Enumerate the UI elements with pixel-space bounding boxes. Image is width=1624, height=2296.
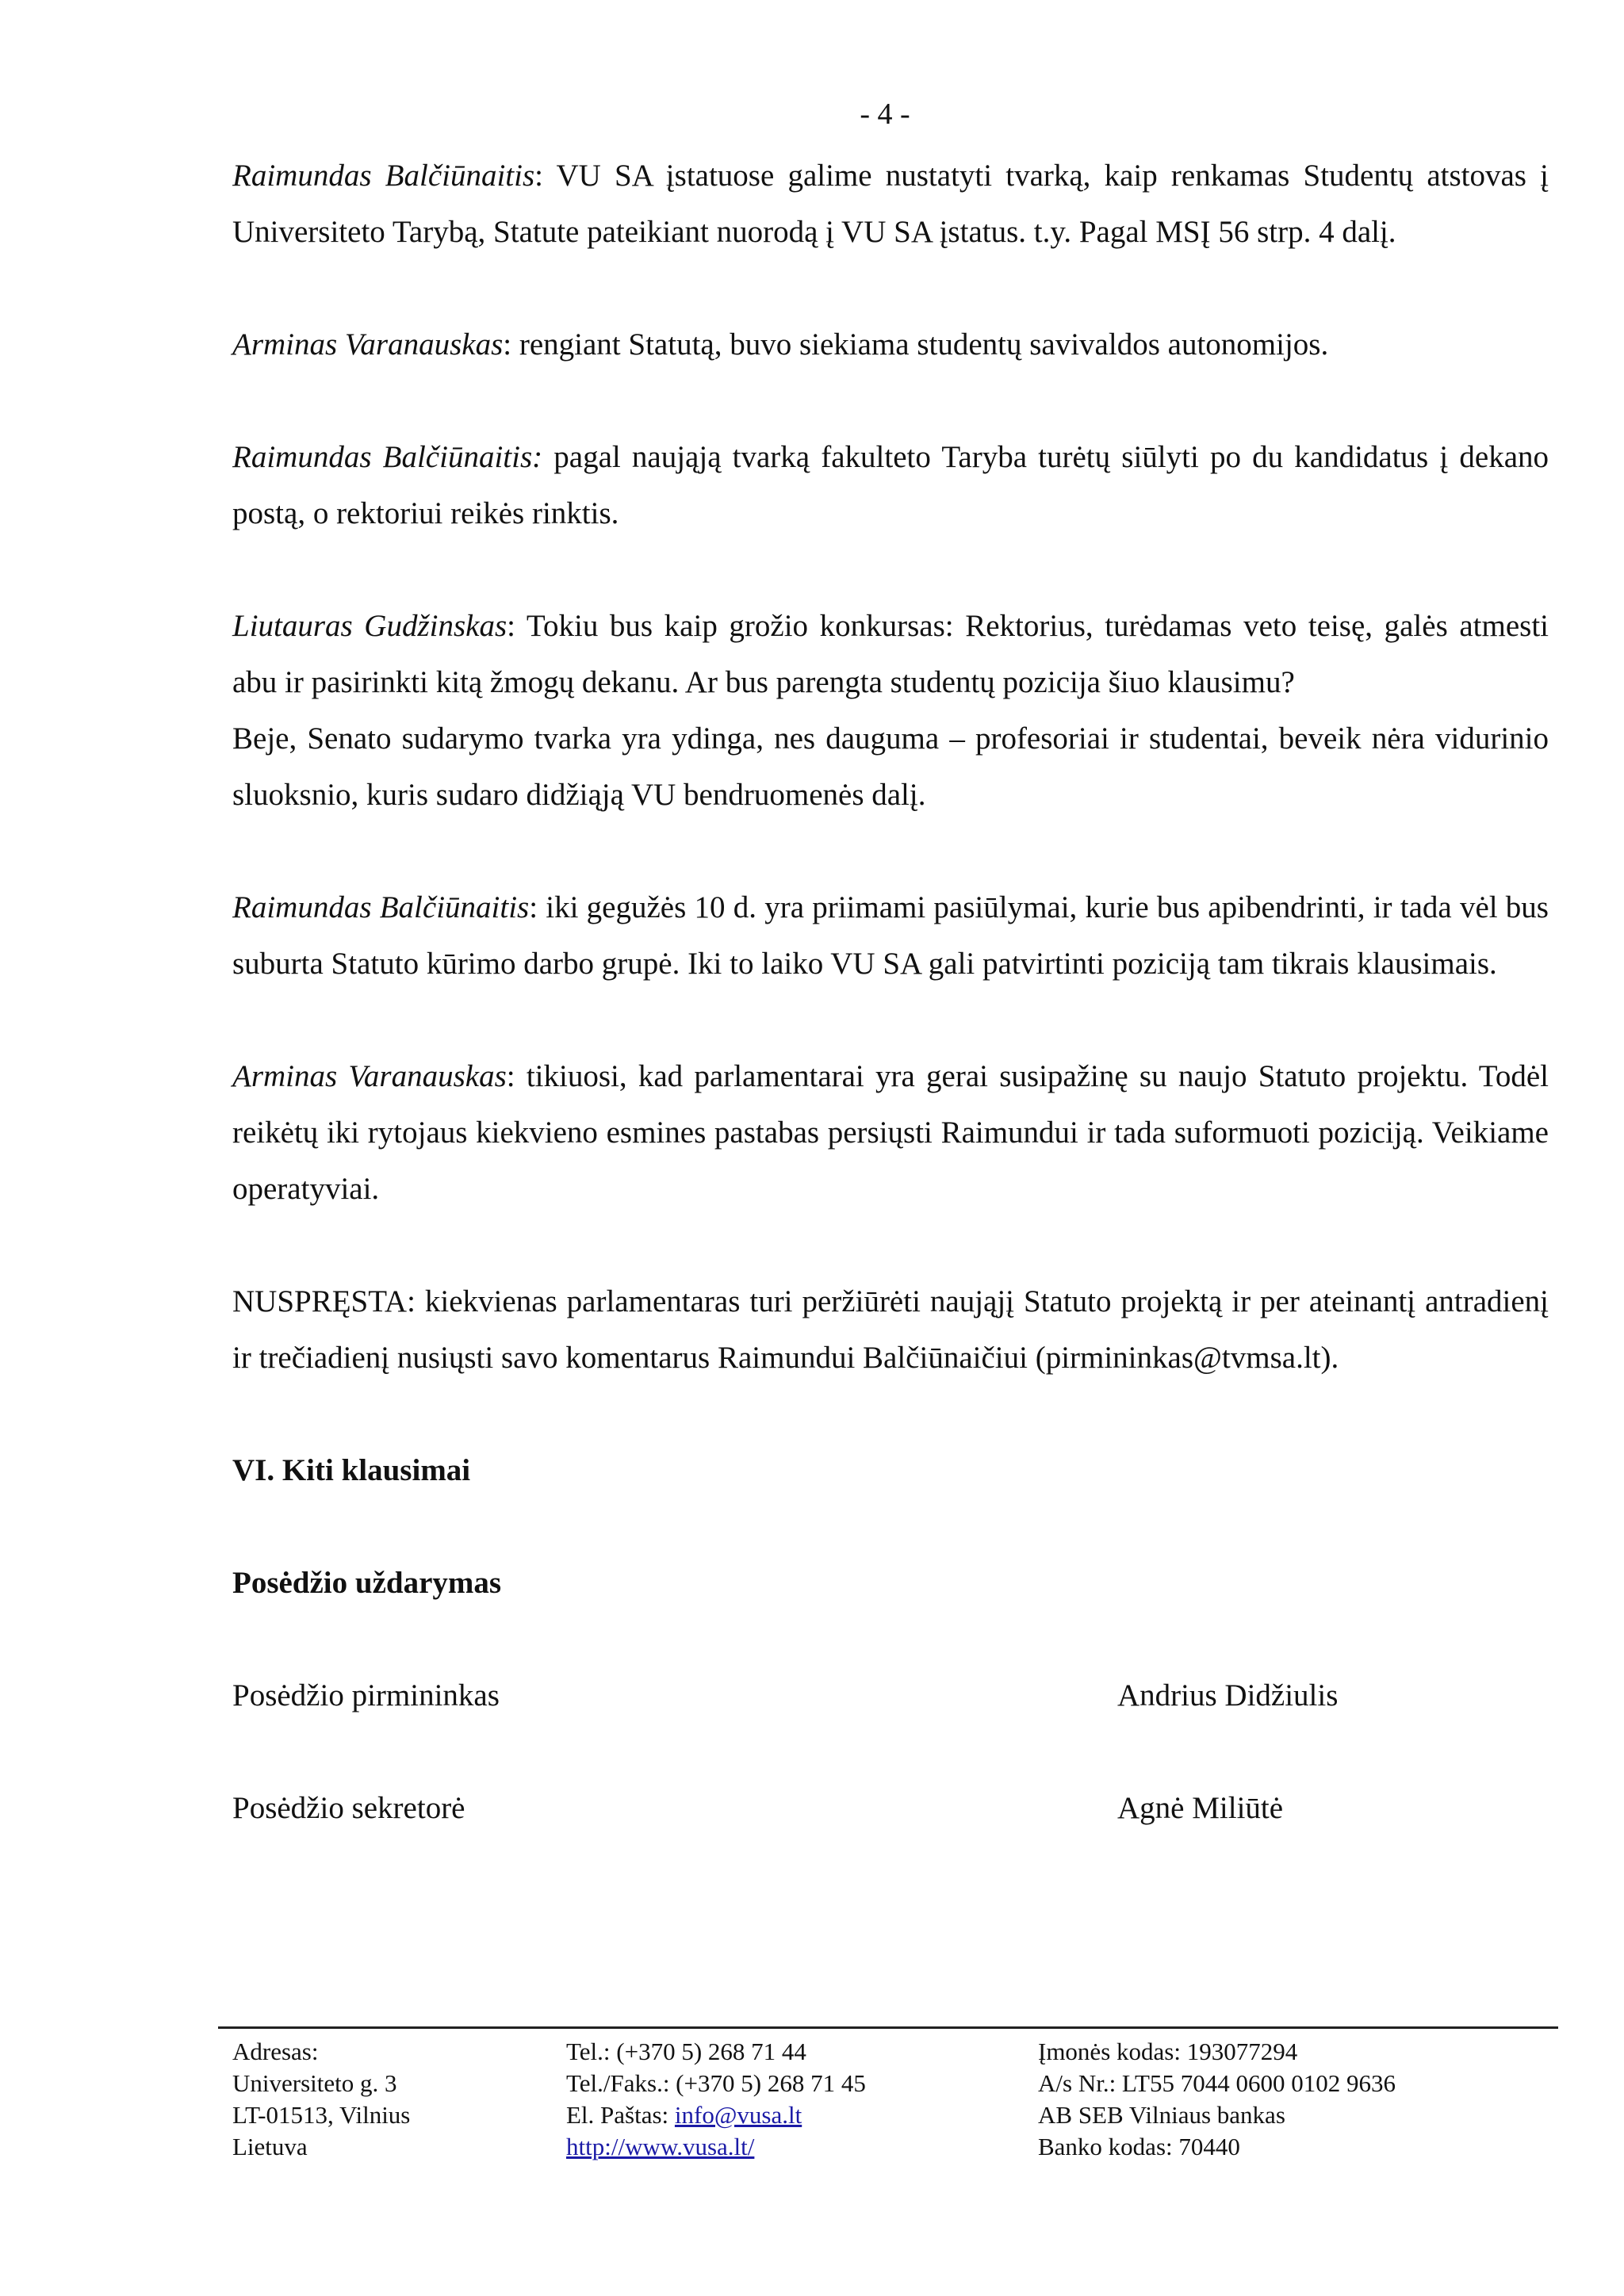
email-label: El. Paštas: [566, 2101, 675, 2129]
signature-row-chair [232, 1667, 1549, 1724]
address-city: LT-01513, Vilnius [232, 2101, 411, 2129]
speaker-name: Raimundas Balčiūnaitis: [232, 440, 543, 474]
speaker-name: Raimundas Balčiūnaitis [232, 890, 530, 924]
website-link[interactable]: http://www.vusa.lt/ [566, 2133, 755, 2160]
footer-contact [566, 2036, 866, 2163]
minutes-paragraph [232, 429, 1549, 541]
minutes-paragraph [232, 598, 1549, 710]
section-heading: VI. Kiti klausimai [232, 1453, 471, 1487]
minutes-paragraph [232, 1048, 1549, 1217]
signature-row-secretary [232, 1780, 1549, 1836]
email-link[interactable]: info@vusa.lt [674, 2101, 802, 2129]
contact-website-row [566, 2131, 866, 2163]
address-street: Universiteto g. 3 [232, 2069, 397, 2097]
signature-name: Andrius Didžiulis [1117, 1678, 1339, 1712]
decision-paragraph: NUSPRĘSTA: kiekvienas parlamentaras turi peržiūrėti naująjį Statuto projektą ir per ateinantį antradienį ir trečiadienį nusiųsti savo komentarus Raimundui Balčiūnaičiui (pirmininkas@tvmsa.lt). [232, 1284, 1549, 1375]
minutes-paragraph [232, 879, 1549, 992]
speaker-name: Arminas Varanauskas [232, 327, 504, 362]
paragraph-text: : iki gegužės 10 d. yra priimami pasiūlymai, kurie bus apibendrinti, ir tada vėl bus suburta Statuto kūrimo darbo grupė. Iki to laiko VU SA gali patvirtinti poziciją tam tikrais klausimais. [232, 890, 1549, 981]
bank-account: A/s Nr.: LT55 7044 0600 0102 9636 [1038, 2069, 1396, 2097]
bank-code: Banko kodas: 70440 [1038, 2133, 1240, 2160]
footer-address [232, 2036, 410, 2163]
address-label: Adresas: [232, 2038, 319, 2065]
paragraph-text: : tikiuosi, kad parlamentarai yra gerai susipažinę su naujo Statuto projektu. Todėl reikėtų iki rytojaus kiekvieno esmines pastabas persiųsti Raimundui ir tada suformuoti poziciją. Veikiame operatyviai. [232, 1059, 1549, 1206]
page-number: - 4 - [860, 98, 910, 131]
address-country: Lietuva [232, 2133, 308, 2160]
contact-fax: Tel./Faks.: (+370 5) 268 71 45 [566, 2069, 866, 2097]
speaker-name: Raimundas Balčiūnaitis [232, 159, 535, 193]
contact-email-row [566, 2099, 866, 2131]
paragraph-text: : rengiant Statutą, buvo siekiama studentų savivaldos autonomijos. [503, 327, 1329, 362]
signature-role: Posėdžio pirmininkas [232, 1678, 500, 1712]
closing-heading: Posėdžio uždarymas [232, 1566, 502, 1600]
signature-name: Agnė Miliūtė [1117, 1791, 1284, 1825]
bank-name: AB SEB Vilniaus bankas [1038, 2101, 1285, 2129]
company-code: Įmonės kodas: 193077294 [1038, 2038, 1298, 2065]
contact-tel: Tel.: (+370 5) 268 71 44 [566, 2038, 806, 2065]
minutes-paragraph [232, 147, 1549, 260]
speaker-name: Arminas Varanauskas [232, 1059, 507, 1093]
paragraph-text: : Tokiu bus kaip grožio konkursas: Rektorius, turėdamas veto teisę, galės atmesti abu ir pasirinkti kitą žmogų dekanu. Ar bus parengta studentų pozicija šiuo klausimu? [232, 609, 1549, 699]
footer-divider [218, 2026, 1558, 2029]
signature-role: Posėdžio sekretorė [232, 1791, 465, 1825]
paragraph-text: : VU SA įstatuose galime nustatyti tvarką, kaip renkamas Studentų atstovas į Universiteto Tarybą, Statute pateikiant nuorodą į VU SA įstatus. t.y. Pagal MSĮ 56 strp. 4 dalį. [232, 159, 1549, 249]
paragraph-text: pagal naująją tvarką fakulteto Taryba turėtų siūlyti po du kandidatus į dekano postą, o rektoriui reikės rinktis. [232, 440, 1549, 530]
document-body [232, 147, 1549, 1892]
footer-company [1038, 2036, 1396, 2163]
minutes-paragraph [232, 316, 1549, 373]
speaker-name: Liutauras Gudžinskas [232, 609, 508, 643]
minutes-paragraph-continuation: Beje, Senato sudarymo tvarka yra ydinga, nes dauguma – profesoriai ir studentai, beveik nėra vidurinio sluoksnio, kuris sudaro didžiąją VU bendruomenės dalį. [232, 721, 1549, 812]
